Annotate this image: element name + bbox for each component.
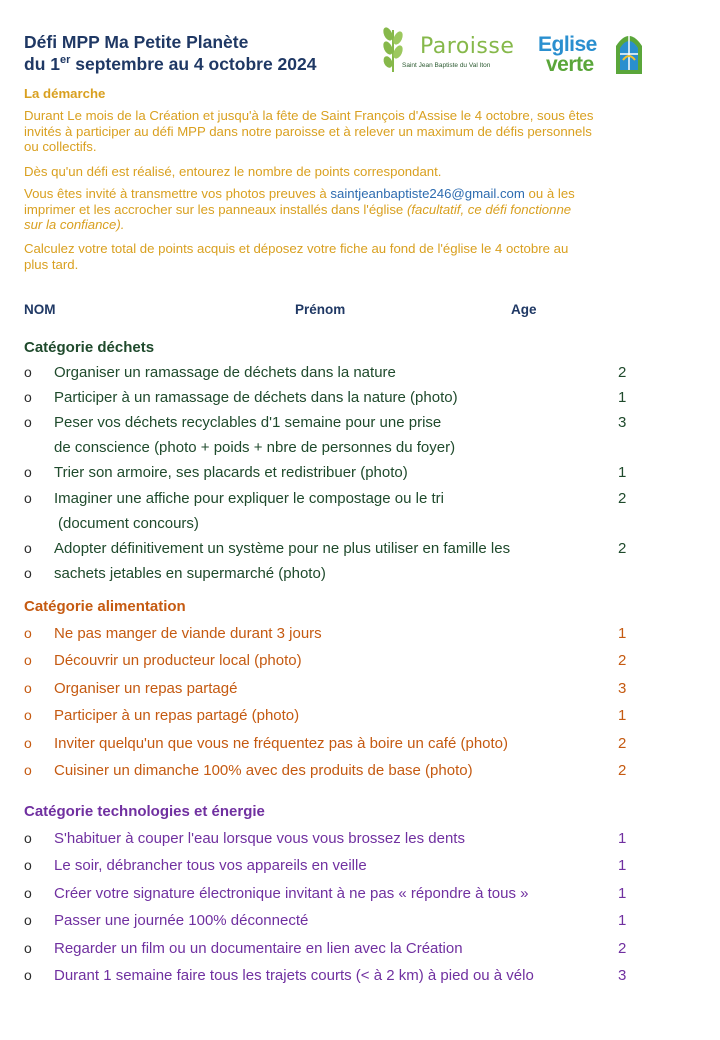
- bullet-icon: o: [24, 389, 32, 405]
- intro-paragraph-4: [24, 241, 694, 272]
- challenge-text: Passer une journée 100% déconnecté: [54, 912, 309, 929]
- paroisse-logo-word: Paroisse: [420, 34, 515, 59]
- challenge-item: [0, 680, 720, 700]
- bullet-icon: o: [24, 464, 32, 480]
- intro-paragraph-2: Dès qu'un défi est réalisé, entourez le nombre de points correspondant.: [24, 164, 442, 179]
- eglise-verte-logo: [538, 30, 648, 80]
- challenge-item: [0, 414, 720, 434]
- paroisse-logo: [378, 24, 515, 76]
- category-technologies-title: Catégorie technologies et énergie: [24, 803, 265, 820]
- bullet-icon: o: [24, 940, 32, 956]
- bullet-icon: o: [24, 625, 32, 641]
- challenge-points[interactable]: 2: [618, 940, 627, 957]
- challenge-text: Organiser un ramassage de déchets dans la nature: [54, 364, 396, 381]
- bullet-icon: o: [24, 490, 32, 506]
- intro-p1-line: ou collectifs.: [24, 139, 97, 154]
- challenge-points[interactable]: 1: [618, 857, 627, 874]
- challenge-item: [0, 940, 720, 960]
- challenge-points[interactable]: 2: [618, 762, 627, 779]
- challenge-item-continuation: [0, 439, 720, 459]
- contact-email-link[interactable]: saintjeanbaptiste246@gmail.com: [330, 186, 525, 201]
- paroisse-logo-subtitle: Saint Jean Baptiste du Val Iton: [402, 62, 491, 69]
- intro-p1-line: Durant Le mois de la Création et jusqu'à la fête de Saint François d'Assise le 4 octobre, sous êtes: [24, 108, 594, 123]
- intro-p3-text: imprimer et les accrocher sur les panneaux installés dans l'église: [24, 201, 407, 217]
- challenge-text: Durant 1 semaine faire tous les trajets courts (< à 2 km) à pied ou à vélo: [54, 967, 534, 984]
- title-date-start: du 1: [24, 54, 60, 74]
- challenge-item: [0, 565, 720, 585]
- intro-p3-italic: (facultatif, ce défi fonctionne: [406, 201, 572, 217]
- challenge-item: [0, 464, 720, 484]
- challenge-points[interactable]: 1: [618, 707, 627, 724]
- challenge-item-continuation: [0, 515, 720, 535]
- bullet-icon: o: [24, 540, 32, 556]
- intro-p3-italic: sur la confiance).: [24, 217, 125, 232]
- bullet-icon: o: [24, 680, 32, 696]
- challenge-item: [0, 967, 720, 987]
- challenge-text: (document concours): [58, 515, 199, 532]
- title-date-sup: er: [59, 54, 71, 67]
- challenge-item: [0, 625, 720, 645]
- challenge-text: Découvrir un producteur local (photo): [54, 652, 302, 669]
- challenge-text: S'habituer à couper l'eau lorsque vous vous brossez les dents: [54, 830, 465, 847]
- challenge-text: sachets jetables en supermarché (photo): [54, 565, 326, 582]
- challenge-text: Regarder un film ou un documentaire en lien avec la Création: [54, 940, 463, 957]
- field-age-label: Age: [511, 302, 537, 317]
- challenge-item: [0, 762, 720, 782]
- challenge-points[interactable]: 1: [618, 912, 627, 929]
- challenge-item: [0, 707, 720, 727]
- intro-p4-line: Calculez votre total de points acquis et déposez votre fiche au fond de l'église le 4 octobre au: [24, 241, 569, 256]
- bullet-icon: o: [24, 967, 32, 983]
- bullet-icon: o: [24, 652, 32, 668]
- verte-logo-word: verte: [546, 53, 594, 76]
- challenge-text: Ne pas manger de viande durant 3 jours: [54, 625, 322, 642]
- page-title: [24, 31, 316, 75]
- challenge-text: Participer à un ramassage de déchets dans la nature (photo): [54, 389, 458, 406]
- bullet-icon: o: [24, 414, 32, 430]
- challenge-points[interactable]: 1: [618, 464, 627, 481]
- challenge-points[interactable]: 3: [618, 680, 627, 697]
- challenge-item: [0, 912, 720, 932]
- challenge-item: [0, 885, 720, 905]
- intro-heading: La démarche: [24, 86, 106, 101]
- challenge-text: Inviter quelqu'un que vous ne fréquentez pas à boire un café (photo): [54, 735, 509, 752]
- field-prenom-label: Prénom: [295, 302, 346, 317]
- challenge-text: Créer votre signature électronique invitant à ne pas « répondre à tous »: [54, 885, 529, 902]
- title-line-2: [24, 53, 316, 75]
- challenge-item: [0, 830, 720, 850]
- challenge-text: Organiser un repas partagé: [54, 680, 238, 697]
- title-line-1: Défi MPP Ma Petite Planète: [24, 32, 249, 52]
- title-date-end: septembre au 4 octobre 2024: [70, 54, 317, 74]
- challenge-points[interactable]: 3: [618, 967, 627, 984]
- intro-paragraph-1: [24, 108, 694, 155]
- challenge-item: [0, 652, 720, 672]
- church-window-icon: [614, 30, 644, 76]
- challenge-points[interactable]: 1: [618, 830, 627, 847]
- challenge-item: [0, 389, 720, 409]
- bullet-icon: o: [24, 735, 32, 751]
- challenge-item: [0, 540, 720, 560]
- category-dechets-title: Catégorie déchets: [24, 339, 155, 356]
- bullet-icon: o: [24, 707, 32, 723]
- challenge-text: Peser vos déchets recyclables d'1 semaine pour une prise: [54, 414, 442, 431]
- challenge-points[interactable]: 2: [618, 490, 627, 507]
- challenge-text: Adopter définitivement un système pour ne plus utiliser en famille les: [54, 540, 511, 557]
- challenge-points[interactable]: 1: [618, 389, 627, 406]
- bullet-icon: o: [24, 565, 32, 581]
- challenge-points[interactable]: 3: [618, 414, 627, 431]
- bullet-icon: o: [24, 857, 32, 873]
- intro-p1-line: invités à participer au défi MPP dans notre paroisse et à relever un maximum de défis personnels: [24, 123, 592, 139]
- challenge-points[interactable]: 1: [618, 885, 627, 902]
- bullet-icon: o: [24, 912, 32, 928]
- challenge-item: [0, 490, 720, 510]
- challenge-item: [0, 364, 720, 384]
- challenge-points[interactable]: 2: [618, 652, 627, 669]
- challenge-text: Participer à un repas partagé (photo): [54, 707, 300, 724]
- challenge-points[interactable]: 2: [618, 540, 627, 557]
- challenge-points[interactable]: 2: [618, 735, 627, 752]
- challenge-text: Trier son armoire, ses placards et redistribuer (photo): [54, 464, 408, 481]
- bullet-icon: o: [24, 830, 32, 846]
- intro-p3-text: Vous êtes invité à transmettre vos photos preuves à: [24, 186, 331, 201]
- bullet-icon: o: [24, 885, 32, 901]
- challenge-points[interactable]: 1: [618, 625, 627, 642]
- bullet-icon: o: [24, 762, 32, 778]
- eglise-logo-word: Eglise: [538, 33, 597, 56]
- challenge-text: Imaginer une affiche pour expliquer le compostage ou le tri: [54, 490, 444, 507]
- category-alimentation-title: Catégorie alimentation: [24, 598, 186, 615]
- intro-p4-line: plus tard.: [24, 256, 79, 272]
- challenge-text: Cuisiner un dimanche 100% avec des produits de base (photo): [54, 762, 473, 779]
- challenge-points[interactable]: 2: [618, 364, 627, 381]
- challenge-text: Le soir, débrancher tous vos appareils en veille: [54, 857, 367, 874]
- challenge-text: de conscience (photo + poids + nbre de personnes du foyer): [54, 439, 456, 456]
- intro-p3-text: ou à les: [524, 186, 575, 201]
- challenge-item: [0, 857, 720, 877]
- field-nom-label: NOM: [24, 302, 56, 317]
- bullet-icon: o: [24, 364, 32, 380]
- challenge-item: [0, 735, 720, 755]
- intro-paragraph-3: [24, 186, 694, 233]
